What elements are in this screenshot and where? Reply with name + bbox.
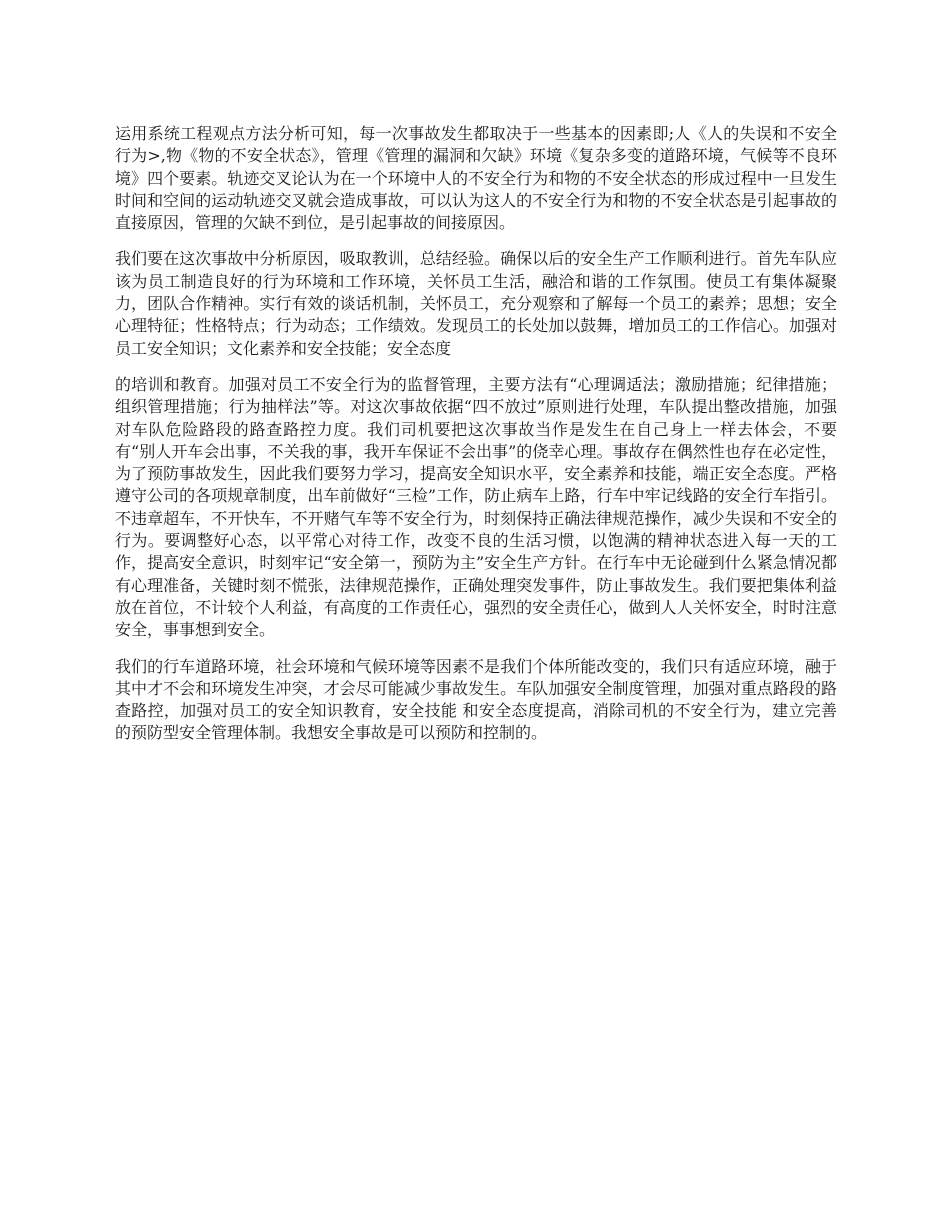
paragraph-training-and-driver-discipline: 的培训和教育。加强对员工不安全行为的监督管理，主要方法有“心理调适法；激励措施；纪律措施；组织管理措施；行为抽样法”等。对这次事故依据“四不放过”原则进行处理，车队提出整改措施，加强对车队危险路段的路查路控力度。我们司机要把这次事故当作是发生在自己身上一样去体会，不要有“别人开车会出事，不关我的事，我开车保证不会出事”的侥幸心理。事故存在偶然性也存在必定性，为了预防事故发生，因此我们要努力学习，提高安全知识水平，安全素养和技能，端正安全态度。严格遵守公司的各项规章制度，出车前做好“三检”工作，防止病车上路，行车中牢记线路的安全行车指引。不违章超车，不开快车，不开赌气车等不安全行为，时刻保持正确法律规范操作，减少失误和不安全的行为。要调整好心态，以平常心对待工作，改变不良的生活习惯，以饱满的精神状态进入每一天的工作，提高安全意识，时刻牢记“安全第一，预防为主”安全生产方针。在行车中无论碰到什么紧急情况都有心理准备，关键时刻不慌张，法律规范操作，正确处理突发事件，防止事故发生。我们要把集体利益放在首位，不计较个人利益，有高度的工作责任心，强烈的安全责任心，做到人人关怀安全，时时注意安全，事事想到安全。 <box>115 374 837 640</box>
document-page <box>115 123 837 759</box>
paragraph-environment-and-prevention: 我们的行车道路环境，社会环境和气候环境等因素不是我们个体所能改变的，我们只有适应环境，融于其中才不会和环境发生冲突，才会尽可能减少事故发生。车队加强安全制度管理，加强对重点路段的路查路控，加强对员工的安全知识教育，安全技能 和安全态度提高，消除司机的不安全行为，建立完善的预防型安全管理体制。我想安全事故是可以预防和控制的。 <box>115 656 837 743</box>
paragraph-system-engineering-analysis: 运用系统工程观点方法分析可知，每一次事故发生都取决于一些基本的因素即;人《人的失误和不安全行为>,物《物的不安全状态》，管理《管理的漏洞和欠缺》环境《复杂多变的道路环境，气候等不良环境》四个要素。轨迹交叉论认为在一个环境中人的不安全行为和物的不安全状态的形成过程中一旦发生时间和空间的运动轨迹交叉就会造成事故，可以认为这人的不安全行为和物的不安全状态是引起事故的直接原因，管理的欠缺不到位，是引起事故的间接原因。 <box>115 124 837 233</box>
paragraph-lessons-and-team-care: 我们要在这次事故中分析原因，吸取教训，总结经验。确保以后的安全生产工作顺利进行。首先车队应该为员工制造良好的行为环境和工作环境，关怀员工生活，融洽和谐的工作氛围。使员工有集体凝聚力，团队合作精神。实行有效的谈话机制，关怀员工，充分观察和了解每一个员工的素养；思想；安全心理特征；性格特点；行为动态；工作绩效。发现员工的长处加以鼓舞，增加员工的工作信心。加强对员工安全知识；文化素养和安全技能；安全态度 <box>115 249 837 358</box>
